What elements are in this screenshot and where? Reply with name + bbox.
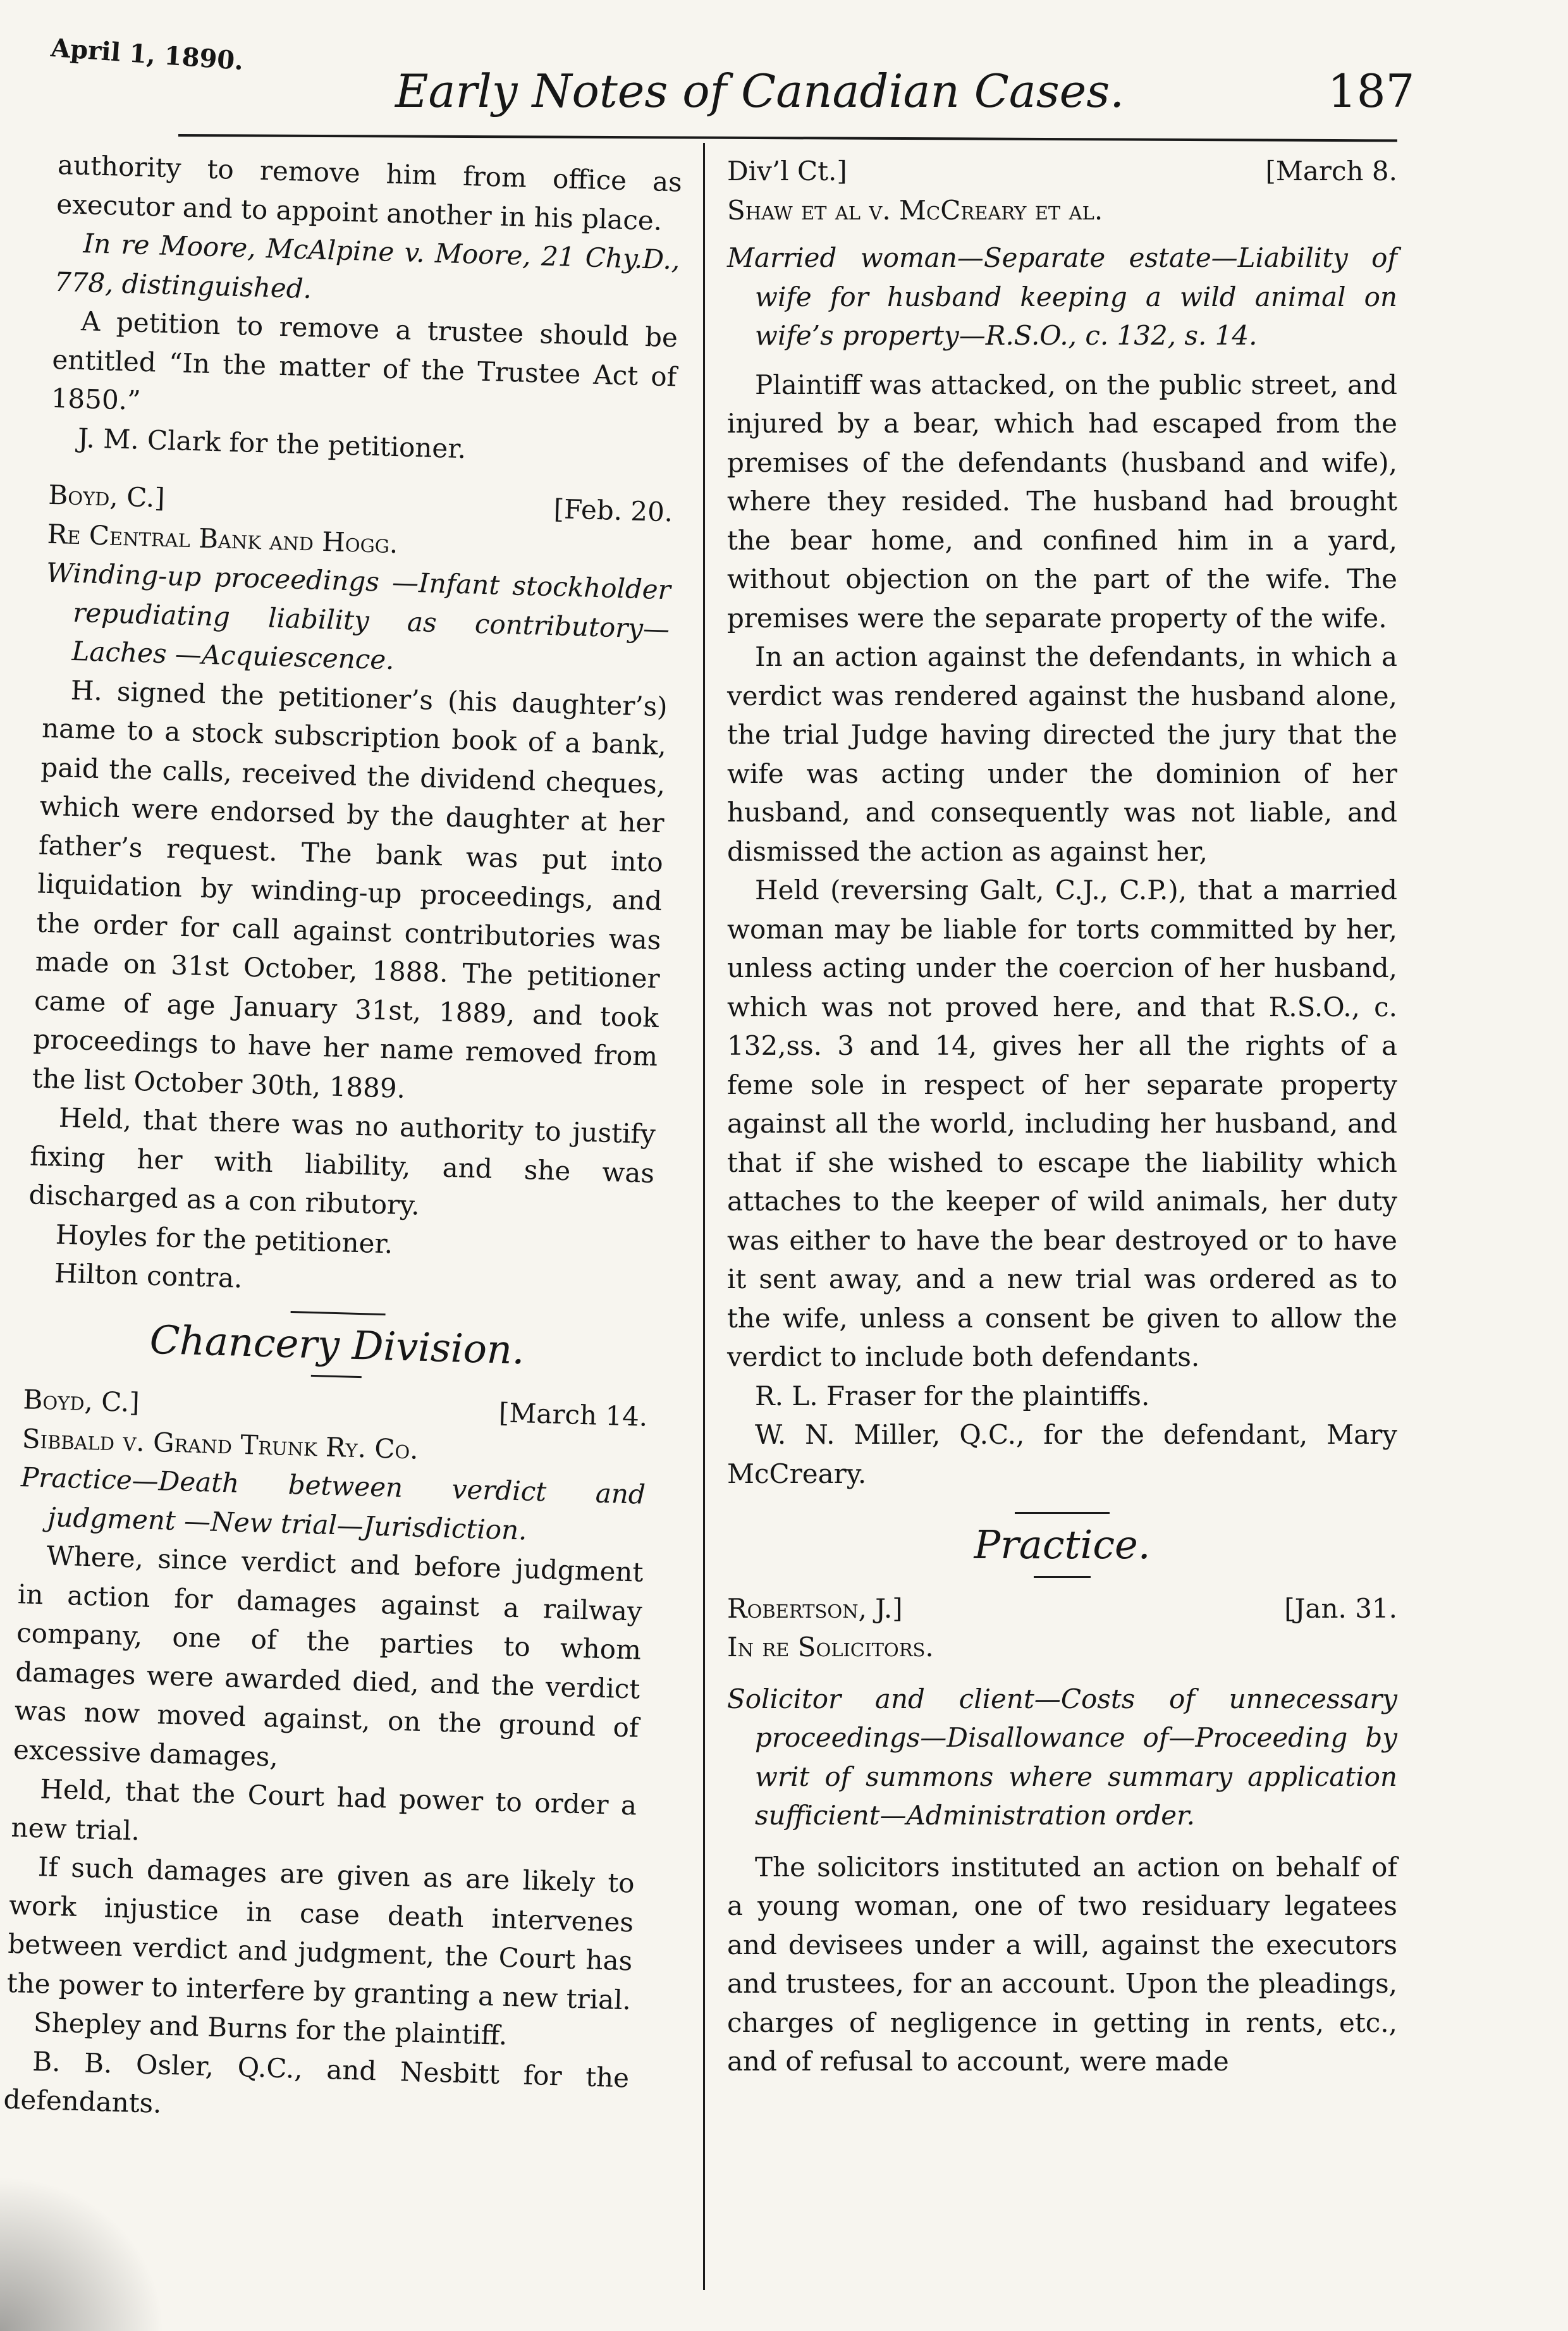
- case-title: In re Solicitors.: [727, 1632, 934, 1663]
- body-paragraph: Held (reversing Galt, C.J., C.P.), that a married woman may be liable for torts committed by her, unless acting under the coercion of her husband, which was not proved here, and that R.S.O., c. 132,ss. 3 and 14, gives her all the rights of a feme sole in respect of her separate property against all the world, including her husband, and that if she wished to escape the liability which attaches to the keeper of wild animals, her duty was either to have the bear destroyed or to have it sent away, and a new trial was ordered as to the wife, unless a consent be given to allow the verdict to include both defendants.: [727, 875, 1397, 1372]
- section-heading: Chancery Division.: [149, 1316, 525, 1373]
- case-meta: [727, 152, 1397, 191]
- body-paragraph: If such damages are given as are likely to work injustice in case death intervenes between verdict and judgment, the Court has the power to interfere by granting a new trial.: [6, 1851, 635, 2015]
- headnote: Practice—Death between verdict and judgment —New trial—Jurisdiction.: [20, 1461, 646, 1546]
- headnote: Solicitor and client—Costs of unnecessary proceedings—Disallowance of—Proceeding by writ of summons where summary application sufficient—Administration order.: [727, 1683, 1397, 1831]
- body-paragraph: Where, since verdict and before judgment in action for damages against a railway company, one of the parties to whom damages were awarded died, and the verdict was now moved against, on the ground of excessive damages,: [13, 1540, 644, 1773]
- body-paragraph: Held, that there was no authority to justify fixing her with liability, and she was discharged as a con ributory.: [28, 1102, 656, 1221]
- case-title: Re Central Bank and Hogg.: [47, 518, 399, 559]
- court-label: Div’l Ct.]: [727, 156, 847, 187]
- section-heading: Practice.: [974, 1522, 1151, 1568]
- counsel-line: Hoyles for the petitioner.: [55, 1219, 393, 1259]
- right-column: [727, 152, 1397, 2081]
- case-meta: [727, 1589, 1397, 1628]
- headnote: Winding-up proceedings —Infant stockholder repudiating liability as contributory—Laches —Acquiescence.: [46, 557, 671, 676]
- court-label: Robertson, J.]: [727, 1592, 903, 1624]
- body-paragraph: In an action against the defendants, in which a verdict was rendered against the husband alone, the trial Judge having directed the jury that the wife was acting under the dominion of her husband, and consequently was not liable, and dismissed the action as against her,: [727, 641, 1397, 867]
- counsel-line: W. N. Miller, Q.C., for the defendant, Mary McCreary.: [727, 1419, 1397, 1489]
- scan-smudge: [0, 2175, 164, 2331]
- headnote: Married woman—Separate estate—Liability of wife for husband keeping a wild animal on wife’s property—R.S.O., c. 132, s. 14.: [727, 242, 1397, 351]
- counsel-line: Shepley and Burns for the plaintiff.: [33, 2007, 508, 2051]
- body-paragraph: In re Moore, McAlpine v. Moore, 21 Chy.D., 778, distinguished.: [54, 228, 681, 304]
- header-rule: [178, 134, 1397, 142]
- case-title: Sibbald v. Grand Trunk Ry. Co.: [21, 1422, 419, 1465]
- body-paragraph: Held, that the Court had power to order a new trial.: [11, 1773, 637, 1847]
- counsel-line: R. L. Fraser for the plaintiffs.: [755, 1380, 1150, 1412]
- counsel-line: Hilton contra.: [54, 1257, 243, 1294]
- section-rule: [1034, 1576, 1091, 1578]
- case-date: [Feb. 20.: [553, 493, 673, 528]
- case-title: Shaw et al v. McCreary et al.: [727, 194, 1103, 226]
- section-rule: [311, 1375, 362, 1378]
- court-label: Boyd, C.]: [47, 479, 166, 514]
- court-label: Boyd, C.]: [22, 1384, 140, 1418]
- counsel-line: B. B. Osler, Q.C., and Nesbitt for the defendants.: [3, 2045, 630, 2119]
- case-date: [March 8.: [1265, 156, 1397, 187]
- body-paragraph: authority to remove him from office as executor and to appoint another in his place.: [56, 149, 683, 237]
- page-number: 187: [1328, 65, 1415, 118]
- body-paragraph: The solicitors instituted an action on behalf of a young woman, one of two residuary legatees and devisees under a will, against the executors and trustees, for an account. Upon the pleadings, charges of negligence in getting in rents, etc., and of refusal to account, were made: [727, 1851, 1397, 2077]
- body-paragraph: A petition to remove a trustee should be entitled “In the matter of the Trustee Act of 1850.”: [51, 305, 678, 416]
- section-rule: [1015, 1512, 1110, 1514]
- body-paragraph: H. signed the petitioner’s (his daughter’s) name to a stock subscription book of a bank, paid the calls, received the dividend cheques, which were endorsed by the daughter at her father’s request. The bank was put into liquidation by winding-up proceedings, and the order for call against contributories was made on 31st October, 1888. The petitioner came of age January 31st, 1889, and took proceedings to have her name removed from the list October 30th, 1889.: [32, 674, 668, 1104]
- running-title: Early Notes of Canadian Cases.: [395, 65, 1125, 118]
- issue-date: April 1, 1890.: [49, 33, 245, 77]
- body-paragraph: Plaintiff was attacked, on the public street, and injured by a bear, which had escaped from the premises of the defendants (husband and wife), where they resided. The husband had brought the bear home, and confined him in a yard, without objection on the part of the wife. The premises were the separate property of the wife.: [727, 369, 1397, 634]
- section-rule: [291, 1310, 386, 1315]
- left-column: [3, 145, 683, 2136]
- column-rule: [703, 143, 705, 2290]
- case-date: [Jan. 31.: [1284, 1592, 1397, 1624]
- case-date: [March 14.: [498, 1397, 648, 1432]
- counsel-line: J. M. Clark for the petitioner.: [77, 422, 467, 464]
